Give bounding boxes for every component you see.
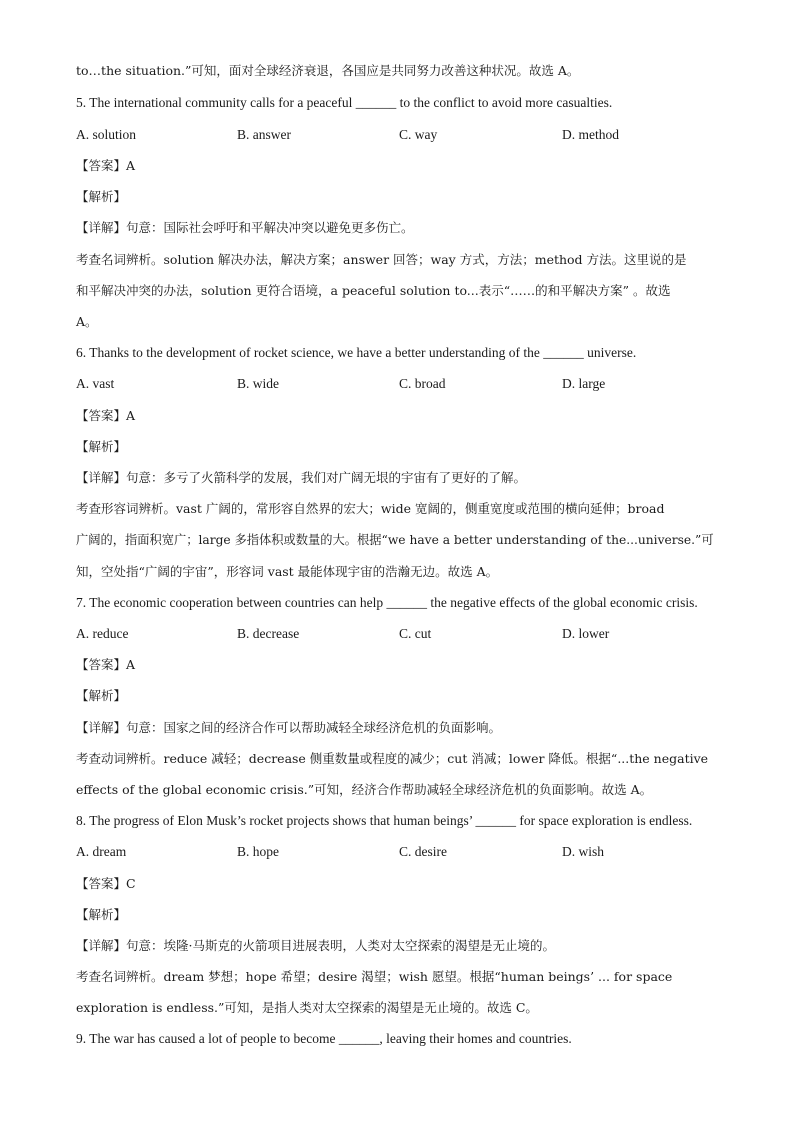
question-8-analysis-heading: 【解析】 — [76, 907, 127, 922]
question-6-option-a: A. vast — [76, 376, 115, 391]
question-7-stem: 7. The economic cooperation between countries can help ______ the negative effects of the global economic crisis. — [76, 595, 698, 610]
question-5-option-c: C. way — [399, 127, 438, 142]
question-6-detail-line-1: 【详解】句意：多亏了火箭科学的发展，我们对广阔无垠的宇宙有了更好的了解。 — [76, 470, 527, 485]
question-6-option-d: D. large — [562, 376, 606, 391]
question-7-answer: 【答案】A — [76, 657, 136, 672]
question-8-option-d: D. wish — [562, 844, 605, 859]
question-6-option-c: C. broad — [399, 376, 446, 391]
question-7-detail-line-2: 考查动词辨析。reduce 减轻；decrease 侧重数量或程度的减少；cut 消减；lower 降低。根据“...the negative — [76, 751, 709, 766]
question-5-analysis-heading: 【解析】 — [76, 189, 127, 204]
question-7-analysis-heading: 【解析】 — [76, 688, 127, 703]
question-8-option-c: C. desire — [399, 844, 447, 859]
question-6-detail-line-4: 知，空处指“广阔的宇宙”，形容词 vast 最能体现宇宙的浩瀚无边。故选 A。 — [76, 564, 499, 579]
previous-explanation-tail: to…the situation.”可知，面对全球经济衰退，各国应是共同努力改善这种状况。故选 A。 — [76, 63, 580, 78]
question-8-option-a: A. dream — [76, 844, 127, 859]
question-6-detail-line-2: 考查形容词辨析。vast 广阔的，常形容自然界的宏大；wide 宽阔的，侧重宽度或范围的横向延伸；broad — [76, 501, 665, 516]
question-8-detail-line-3: exploration is endless.”可知，是指人类对太空探索的渴望是无止境的。故选 C。 — [76, 1000, 538, 1015]
question-8-answer: 【答案】C — [76, 876, 136, 891]
question-9-stem: 9. The war has caused a lot of people to become ______, leaving their homes and countries. — [76, 1031, 572, 1046]
question-5-detail-line-2: 考查名词辨析。solution 解决办法，解决方案；answer 回答；way 方式，方法；method 方法。这里说的是 — [76, 252, 687, 267]
question-6-answer: 【答案】A — [76, 408, 136, 423]
question-5-option-a: A. solution — [76, 127, 137, 142]
question-7-option-b: B. decrease — [237, 626, 300, 641]
question-7-detail-line-3: effects of the global economic crisis.”可知，经济合作帮助减轻全球经济危机的负面影响。故选 A。 — [76, 782, 653, 797]
question-5-detail-line-4: A。 — [76, 314, 98, 329]
question-7-option-a: A. reduce — [76, 626, 129, 641]
question-8-stem: 8. The progress of Elon Musk’s rocket projects shows that human beings’ ______ for space exploration is endless. — [76, 813, 693, 828]
question-8-option-b: B. hope — [237, 844, 279, 859]
question-5-option-b: B. answer — [237, 127, 291, 142]
question-5-detail-line-3: 和平解决冲突的办法，solution 更符合语境，a peaceful solution to...表示“……的和平解决方案” 。故选 — [76, 283, 671, 298]
question-6-stem: 6. Thanks to the development of rocket science, we have a better understanding of the ______ universe. — [76, 345, 637, 360]
question-7-detail-line-1: 【详解】句意：国家之间的经济合作可以帮助减轻全球经济危机的负面影响。 — [76, 720, 502, 735]
question-5-answer: 【答案】A — [76, 158, 136, 173]
question-8-detail-line-2: 考查名词辨析。dream 梦想；hope 希望；desire 渴望；wish 愿望。根据“human beings’ ... for space — [76, 969, 673, 984]
question-6-analysis-heading: 【解析】 — [76, 439, 127, 454]
question-6-option-b: B. wide — [237, 376, 279, 391]
question-5-option-d: D. method — [562, 127, 619, 142]
question-6-detail-line-3: 广阔的，指面积宽广；large 多指体积或数量的大。根据“we have a better understanding of the...universe.”可 — [76, 533, 714, 547]
question-5-detail-line-1: 【详解】句意：国际社会呼吁和平解决冲突以避免更多伤亡。 — [76, 220, 414, 235]
question-7-option-c: C. cut — [399, 626, 432, 641]
question-7-option-d: D. lower — [562, 626, 610, 641]
question-8-detail-line-1: 【详解】句意：埃隆·马斯克的火箭项目进展表明，人类对太空探索的渴望是无止境的。 — [76, 938, 555, 953]
question-5-stem: 5. The international community calls for a peaceful ______ to the conflict to avoid more casualties. — [76, 95, 613, 110]
